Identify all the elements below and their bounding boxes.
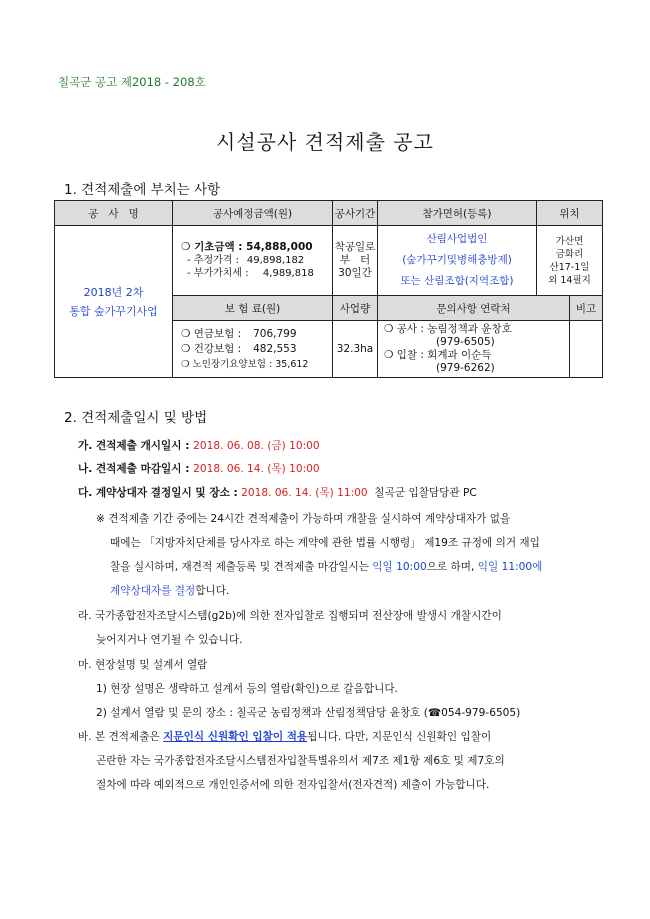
insurance-cell bbox=[173, 321, 333, 378]
header-insurance: 보 험 료(원) bbox=[173, 296, 333, 321]
section2-heading: 2. 견적제출일시 및 방법 bbox=[64, 410, 208, 426]
header-location: 위치 bbox=[537, 201, 603, 226]
ba-line3: 절차에 따라 예외적으로 개인인증서에 의한 전자입찰서(전자견적) 제출이 가능합니다. bbox=[96, 779, 490, 791]
ins-care: ❍ 노인장기요양보험 : 35,612 bbox=[181, 358, 309, 370]
contact-line1: ❍ 공사 : 농림정책과 윤창호 bbox=[384, 323, 512, 335]
ba-line2: 곤란한 자는 국가종합전자조달시스템전자입찰특별유의서 제7조 제1항 제6호 및 제7호의 bbox=[96, 755, 505, 767]
license-line2: (숲가꾸기및병해충방제) bbox=[402, 254, 512, 266]
ma-line2: 2) 설계서 열람 및 문의 장소 : 칠곡군 농림정책과 산림정책담당 윤창호 (☎054-979-6505) bbox=[96, 707, 521, 719]
license-line3: 또는 산림조합(지역조합) bbox=[400, 275, 514, 287]
location-line2: 금화리 bbox=[555, 248, 584, 260]
location-line4: 외 14필지 bbox=[548, 274, 591, 286]
note-line1: ※ 견적제출 기간 중에는 24시간 견적제출이 가능하며 개찰을 실시하여 계약상대자가 없을 bbox=[96, 513, 511, 525]
contact-line3: ❍ 입찰 : 회계과 이순득 bbox=[384, 349, 492, 361]
decision-line: 다. 계약상대자 결정일시 및 장소 : 2018. 06. 14. (목) 11:00 칠곡군 입찰담당관 PC bbox=[78, 487, 477, 499]
page-title: 시설공사 견적제출 공고 bbox=[216, 130, 434, 154]
remarks-cell bbox=[570, 321, 603, 378]
period-line3: 30일간 bbox=[338, 267, 372, 279]
est-price: - 추정가격 : 49,898,182 bbox=[187, 255, 305, 266]
location-cell bbox=[537, 226, 603, 296]
period-line1: 착공일로 bbox=[334, 241, 376, 253]
ra-line1: 라. 국가종합전자조달시스템(g2b)에 의한 전자입찰로 집행되며 전산장애 발생시 개찰시간이 bbox=[78, 610, 502, 622]
ins-pension: ❍ 연금보험 : 706,799 bbox=[181, 327, 297, 340]
ma-title: 마. 현장설명 및 설계서 열람 bbox=[78, 659, 208, 671]
price-cell bbox=[173, 226, 333, 296]
header-remarks: 비고 bbox=[570, 296, 603, 321]
contact-cell bbox=[378, 321, 570, 378]
license-cell bbox=[378, 226, 537, 296]
start-date-line: 가. 견적제출 개시일시 : 2018. 06. 08. (금) 10:00 bbox=[78, 440, 320, 452]
header-contact: 문의사항 연락처 bbox=[378, 296, 570, 321]
bid-info-table bbox=[54, 200, 603, 378]
header-project-name: 공 사 명 bbox=[55, 201, 173, 226]
project-name-line1: 2018년 2차 bbox=[83, 285, 144, 299]
license-line1: 산림사업법인 bbox=[426, 233, 488, 245]
ba-line1: 바. 본 견적제출은 지문인식 신원확인 입찰이 적용됩니다. 다만, 지문인식 신원확인 입찰이 bbox=[78, 731, 492, 743]
vat: - 부가가치세 : 4,989,818 bbox=[187, 268, 314, 279]
notice-number: 칠곡군 공고 제2018 - 208호 bbox=[58, 75, 206, 89]
end-date-line: 나. 견적제출 마감일시 : 2018. 06. 14. (목) 10:00 bbox=[78, 463, 320, 475]
period-cell bbox=[333, 226, 378, 296]
contact-line2: (979-6505) bbox=[436, 336, 495, 348]
header-period: 공사기간 bbox=[333, 201, 378, 226]
ma-line1: 1) 현장 설명은 생략하고 설계서 등의 열람(확인)으로 갈음합니다. bbox=[96, 683, 398, 695]
period-line2: 부 터 bbox=[339, 254, 371, 266]
note-line2: 때에는 「지방자치단체를 당사자로 하는 계약에 관한 법률 시행령」 제19조 규정에 의거 재입 bbox=[110, 537, 540, 549]
quantity-cell: 32.3ha bbox=[333, 321, 378, 378]
header-license: 참가면허(등록) bbox=[378, 201, 537, 226]
ins-health: ❍ 건강보험 : 482,553 bbox=[181, 342, 297, 355]
project-name-cell bbox=[55, 226, 173, 378]
header-quantity: 사업량 bbox=[333, 296, 378, 321]
note-line3: 찰을 실시하며, 재견적 제출등록 및 견적제출 마감일시는 익일 10:00으로 하며, 익일 11:00에 bbox=[110, 561, 543, 573]
location-line3: 산17-1일 bbox=[549, 261, 590, 273]
location-line1: 가산면 bbox=[555, 235, 584, 247]
contact-line4: (979-6262) bbox=[436, 362, 495, 374]
base-amount: ❍ 기초금액 : 54,888,000 bbox=[181, 241, 313, 253]
project-name-line2: 통합 숲가꾸기사업 bbox=[69, 304, 158, 318]
ra-line2: 늦어지거나 연기될 수 있습니다. bbox=[96, 634, 243, 646]
note-line4: 계약상대자를 결정합니다. bbox=[110, 585, 230, 597]
section1-heading: 1. 견적제출에 부치는 사항 bbox=[64, 182, 221, 198]
header-price: 공사예정금액(원) bbox=[173, 201, 333, 226]
